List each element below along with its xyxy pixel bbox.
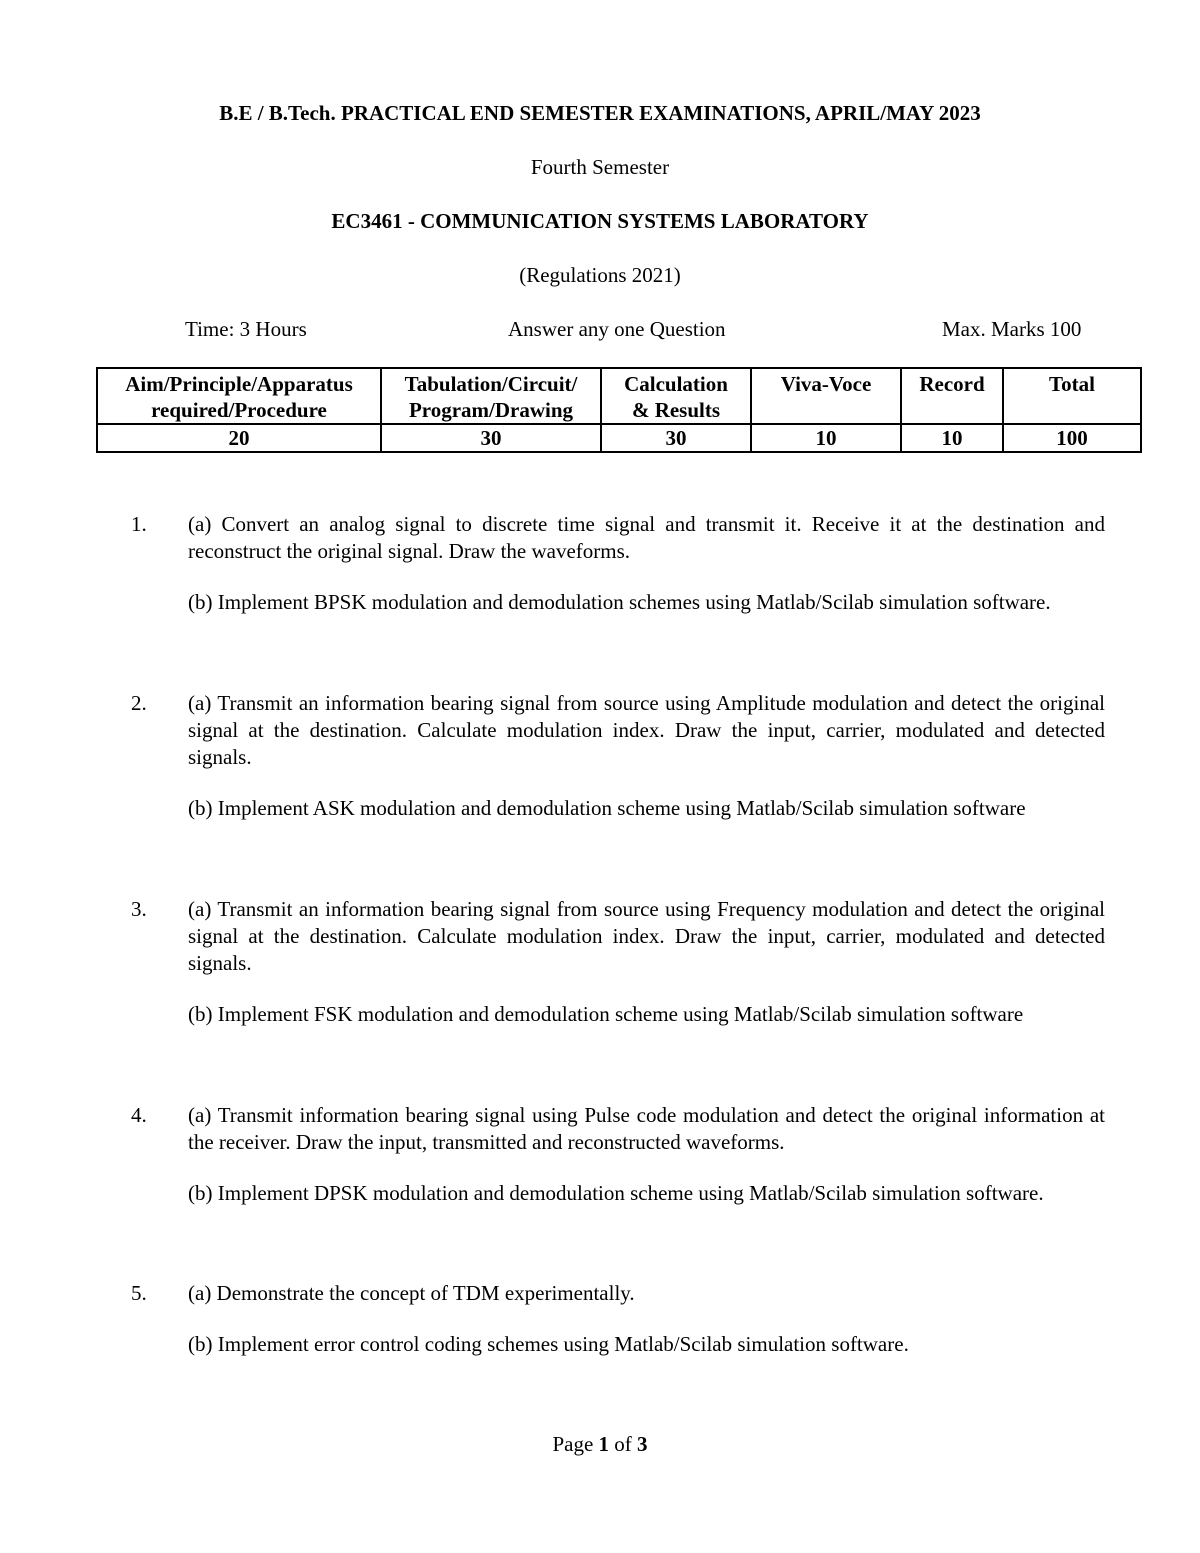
exam-meta-row: [0, 316, 1200, 342]
marks-table-values-row: [97, 424, 1141, 452]
marks-header-line: Calculation: [624, 372, 728, 396]
question-part-a: (a) Transmit an information bearing signal from source using Amplitude modulation and detect the original signal at the destination. Calculate modulation index. Draw the input, carrier, modulated and detected signals.: [188, 691, 1105, 769]
question-number: 2.: [131, 691, 147, 715]
exam-title: B.E / B.Tech. PRACTICAL END SEMESTER EXAMINATIONS, APRIL/MAY 2023: [219, 101, 981, 125]
marks-header-line: & Results: [631, 398, 721, 422]
marks-header-cell: [901, 368, 1003, 424]
exam-instruction: Answer any one Question: [508, 317, 726, 341]
marks-value-cell: 100: [1003, 424, 1141, 452]
question-number: 1.: [131, 512, 147, 536]
marks-header-line: required/Procedure: [151, 398, 327, 422]
question-part-a: (a) Demonstrate the concept of TDM experimentally.: [188, 1281, 635, 1305]
question-part-b: (b) Implement BPSK modulation and demodulation schemes using Matlab/Scilab simulation software.: [188, 590, 1051, 614]
question-number: 4.: [131, 1103, 147, 1127]
marks-header-cell: [751, 368, 901, 424]
marks-header-cell: [1003, 368, 1141, 424]
marks-header-cell: [381, 368, 601, 424]
marks-value-cell: 30: [601, 424, 751, 452]
marks-header-line: Viva-Voce: [780, 372, 872, 396]
question-part-a: (a) Transmit an information bearing signal from source using Frequency modulation and detect the original signal at the destination. Calculate modulation index. Draw the input, carrier, modulated and detected signals.: [188, 897, 1105, 975]
question-part-b: (b) Implement error control coding schemes using Matlab/Scilab simulation software.: [188, 1332, 909, 1356]
marks-header-cell: [97, 368, 381, 424]
marks-table: [96, 367, 1142, 453]
question-part-a: (a) Transmit information bearing signal using Pulse code modulation and detect the original information at the receiver. Draw the input, transmitted and reconstructed waveforms.: [188, 1103, 1105, 1154]
marks-header-line: Record: [919, 372, 985, 396]
semester-label: Fourth Semester: [530, 155, 670, 179]
marks-value-cell: 20: [97, 424, 381, 452]
question-part-b: (b) Implement ASK modulation and demodulation scheme using Matlab/Scilab simulation software: [188, 796, 1026, 820]
question-part-a: (a) Convert an analog signal to discrete time signal and transmit it. Receive it at the destination and reconstruct the original signal. Draw the waveforms.: [188, 512, 1105, 563]
marks-value-cell: 10: [901, 424, 1003, 452]
marks-value-cell: 30: [381, 424, 601, 452]
question-number: 5.: [131, 1281, 147, 1305]
page-total: 3: [637, 1432, 648, 1456]
page-number: [0, 1431, 1200, 1457]
question-number: 3.: [131, 897, 147, 921]
page-mid: of: [609, 1432, 638, 1456]
marks-table-header-row: [97, 368, 1141, 424]
question-part-b: (b) Implement FSK modulation and demodulation scheme using Matlab/Scilab simulation software: [188, 1002, 1024, 1026]
page-current: 1: [598, 1432, 610, 1456]
marks-header-line: Aim/Principle/Apparatus: [125, 372, 353, 396]
marks-header-line: Program/Drawing: [408, 398, 574, 422]
marks-value-cell: 10: [751, 424, 901, 452]
marks-header-line: Tabulation/Circuit/: [404, 372, 578, 396]
regulations-label: (Regulations 2021): [519, 263, 681, 287]
exam-max-marks: Max. Marks 100: [942, 317, 1082, 341]
page-prefix: Page: [552, 1432, 599, 1456]
exam-time: Time: 3 Hours: [185, 317, 307, 341]
course-title: EC3461 - COMMUNICATION SYSTEMS LABORATORY: [331, 209, 869, 233]
question-part-b: (b) Implement DPSK modulation and demodulation scheme using Matlab/Scilab simulation software.: [188, 1181, 1044, 1205]
marks-header-line: Total: [1049, 372, 1095, 396]
marks-header-cell: [601, 368, 751, 424]
